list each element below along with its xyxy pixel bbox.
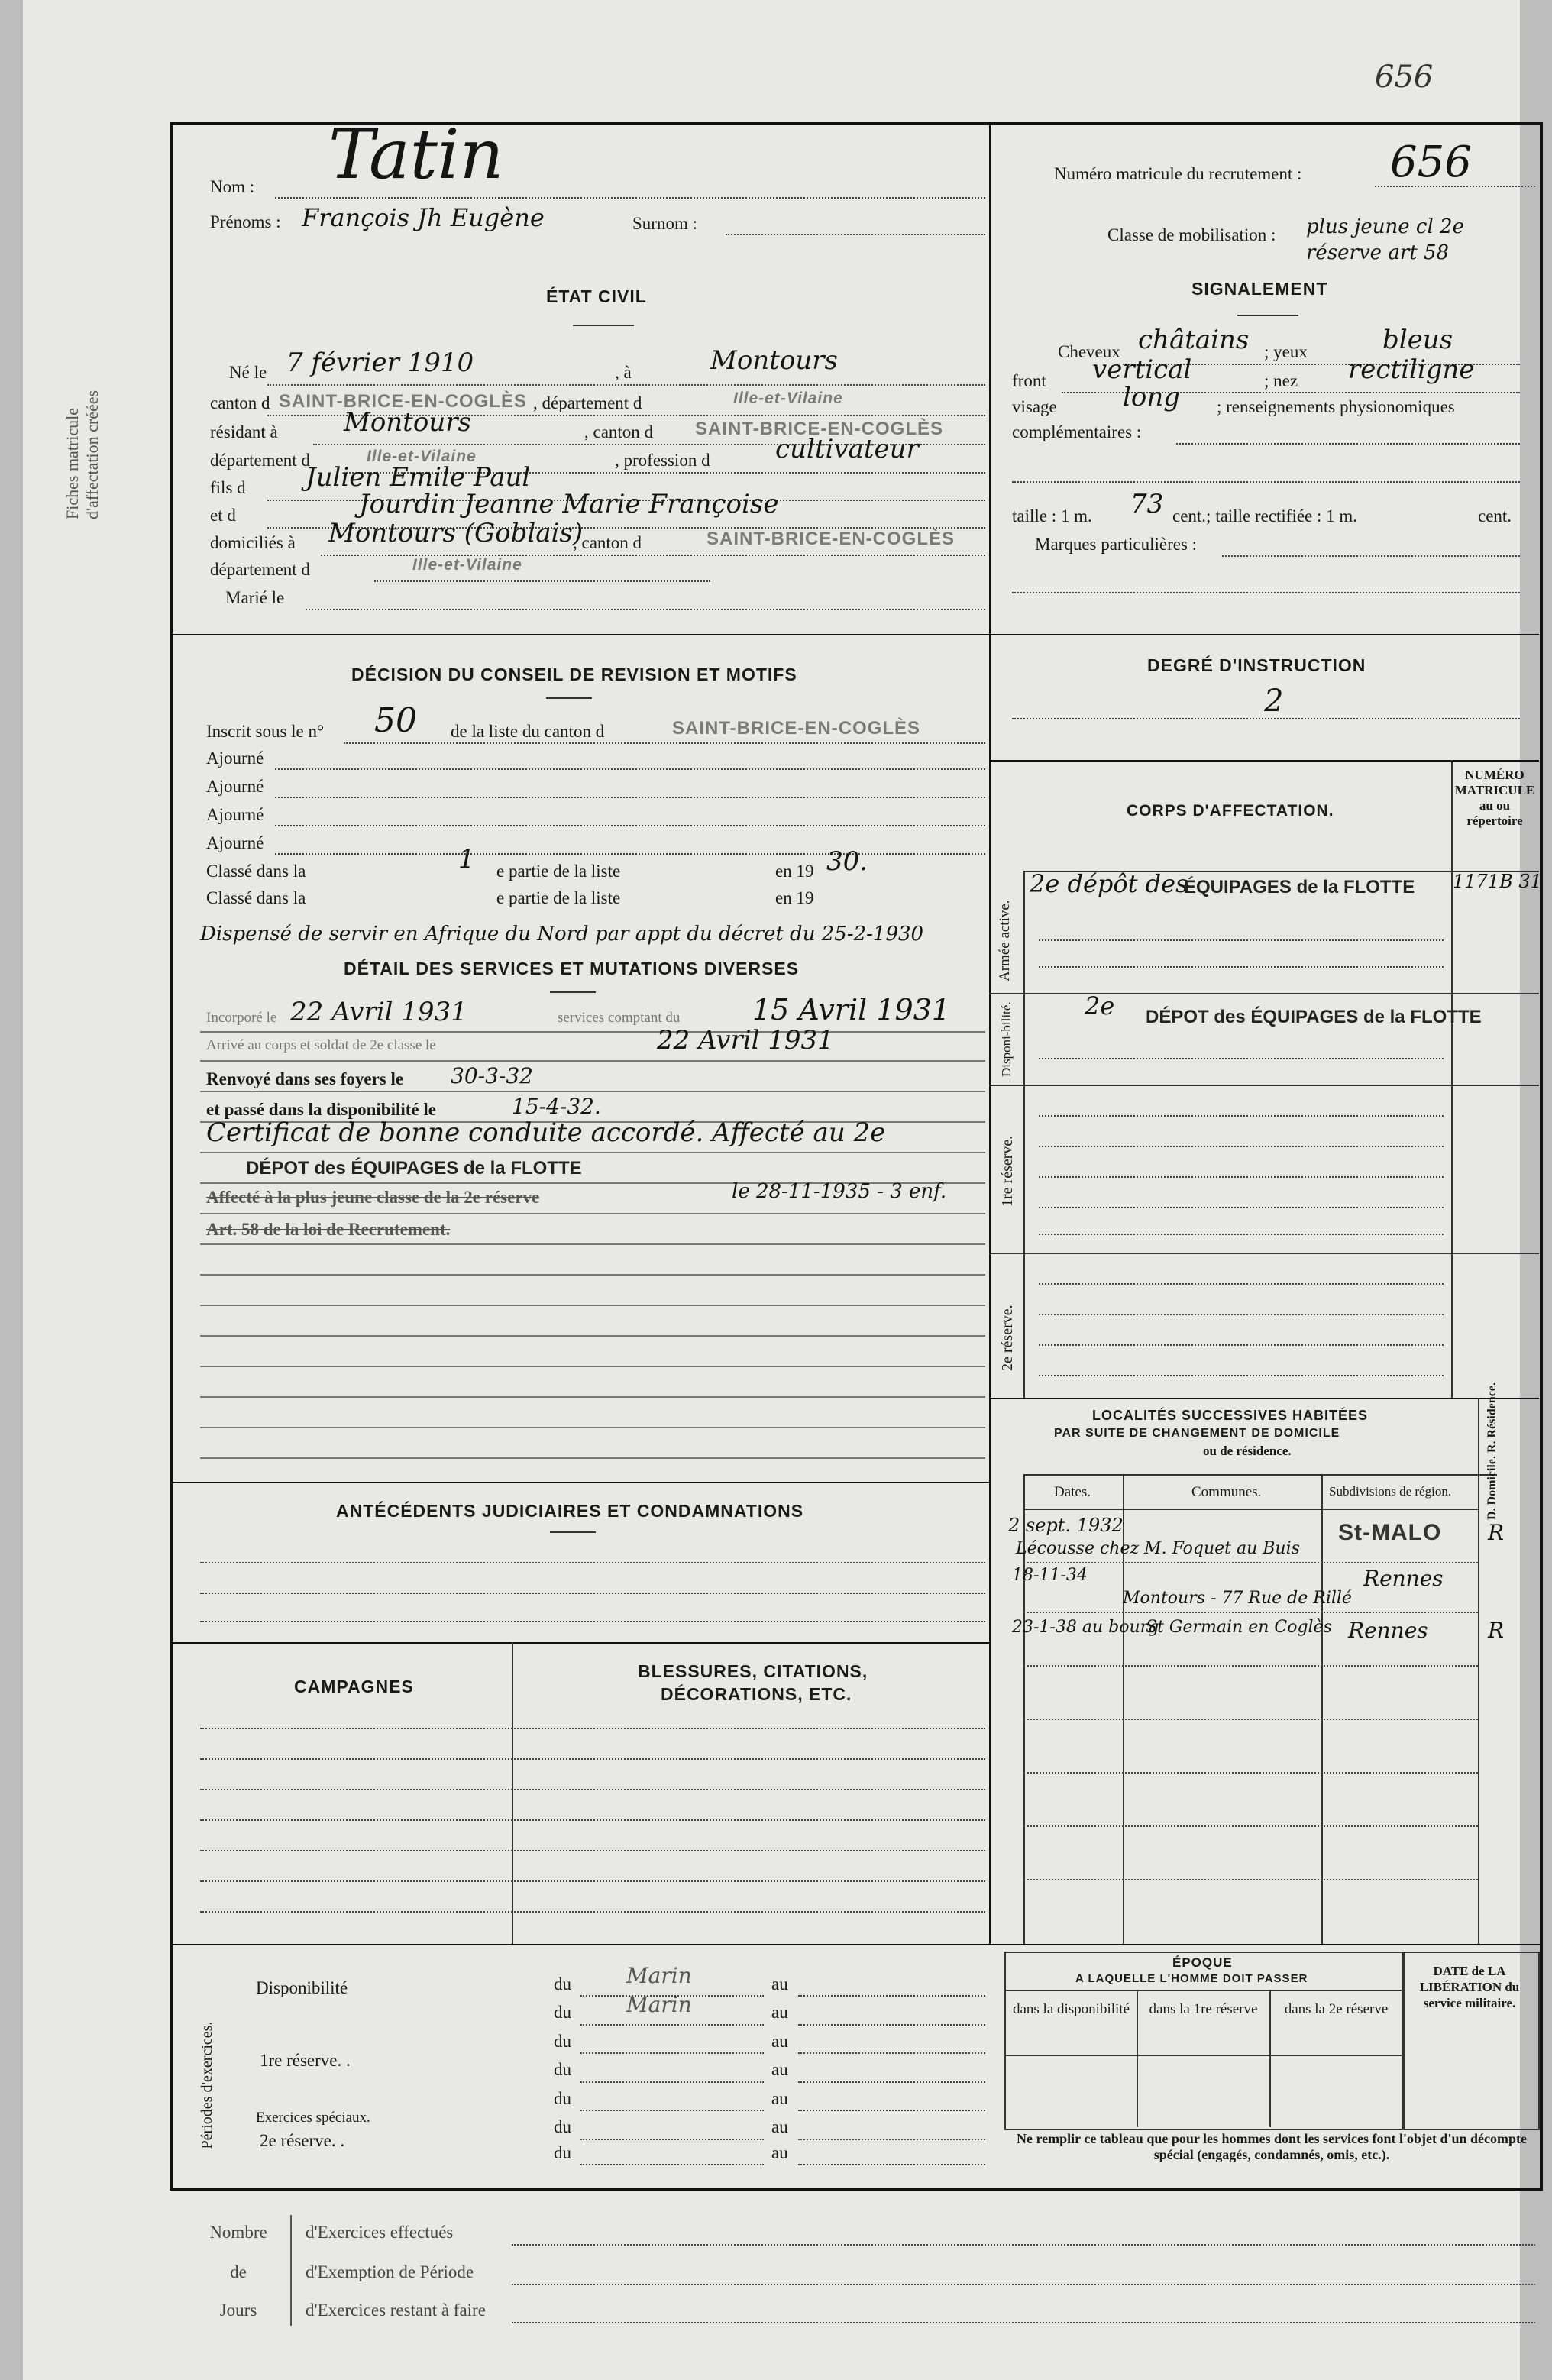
resident-value: Montours bbox=[344, 407, 471, 438]
services-value: 15 Avril 1931 bbox=[752, 993, 951, 1027]
epoque-header-line bbox=[1004, 1990, 1402, 1991]
domicilies-label: domiciliés à bbox=[210, 533, 296, 552]
campagnes-line-5 bbox=[200, 1850, 985, 1851]
periode-line-2a bbox=[580, 2024, 764, 2026]
margin-note-line-2: d'affectation créées bbox=[82, 390, 102, 519]
periodes-disponibilite: Disponibilité bbox=[256, 1978, 348, 1997]
taille-label: taille : 1 m. bbox=[1012, 506, 1092, 525]
footer-left-2: de bbox=[230, 2262, 247, 2281]
liberation-title: DATE de LA LIBÉRATION du service militaire. bbox=[1419, 1964, 1520, 2010]
corps-title: CORPS D'AFFECTATION. bbox=[1127, 802, 1334, 820]
periode-line-6b bbox=[798, 2139, 985, 2140]
et-label: et d bbox=[210, 506, 236, 525]
periode-du-2: du bbox=[554, 2003, 571, 2022]
ajourne-line-2 bbox=[275, 797, 985, 798]
departement-value: Ille-et-Vilaine bbox=[733, 390, 843, 407]
profession-value: cultivateur bbox=[775, 434, 919, 464]
campagnes-line-3 bbox=[200, 1789, 985, 1790]
corps-dispo-line bbox=[989, 1085, 1539, 1086]
antecedents-title: ANTÉCÉDENTS JUDICIAIRES ET CONDAMNATIONS bbox=[336, 1501, 804, 1521]
canton2-stamp: SAINT-BRICE-EN-COGLÈS bbox=[695, 419, 944, 439]
classe-value: plus jeune cl 2e réserve art 58 bbox=[1306, 215, 1464, 264]
services-label: services comptant du bbox=[558, 1010, 681, 1026]
incorpore-value: 22 Avril 1931 bbox=[290, 997, 467, 1027]
periode-du-5: du bbox=[554, 2089, 571, 2108]
periode-line-3b bbox=[798, 2052, 985, 2054]
disponibilite-value: 2e bbox=[1085, 991, 1115, 1020]
inscrit-line bbox=[344, 742, 985, 744]
footer-left-3: Jours bbox=[219, 2301, 257, 2320]
signalement-blank-line bbox=[1012, 481, 1520, 483]
surnom-line bbox=[726, 234, 985, 235]
arrive-value: 22 Avril 1931 bbox=[657, 1025, 834, 1056]
nom-value: Tatin bbox=[328, 115, 504, 195]
instruction-value: 2 bbox=[1264, 684, 1284, 719]
services-line-12 bbox=[200, 1366, 985, 1367]
epoque-note: Ne remplir ce tableau que pour les hommes dont les services font l'objet d'un décompte spécial (engagés, condamnés, omis, etc.). bbox=[1017, 2131, 1527, 2162]
r1-line-1 bbox=[1039, 1115, 1444, 1117]
localites-header-communes: Communes. bbox=[1191, 1484, 1262, 1500]
footer-line-3 bbox=[512, 2322, 1535, 2323]
complementaires-label: complémentaires : bbox=[1012, 422, 1142, 441]
departement2-label: département d bbox=[210, 451, 310, 470]
partie2-label: e partie de la liste bbox=[496, 888, 621, 907]
nez-label: ; nez bbox=[1264, 371, 1298, 390]
margin-note bbox=[63, 390, 102, 519]
epoque-title-1: ÉPOQUE bbox=[1172, 1955, 1233, 1970]
services-line-14 bbox=[200, 1427, 985, 1428]
periode-line-1b bbox=[798, 1995, 985, 1997]
periode-au-1: au bbox=[771, 1974, 788, 1994]
loc-row-3-subdivision: Rennes bbox=[1348, 1618, 1428, 1643]
services-line-9 bbox=[200, 1274, 985, 1276]
periode-line-2b bbox=[798, 2024, 985, 2026]
armee-active-value: 2e dépôt des bbox=[1030, 869, 1188, 898]
fils-value: Julien Emile Paul bbox=[306, 462, 531, 493]
loc-line-2 bbox=[1023, 1612, 1478, 1613]
passe-label: et passé dans la disponibilité le bbox=[206, 1100, 436, 1119]
marques-label: Marques particulières : bbox=[1035, 535, 1198, 554]
reserve2-label: 2e réserve. bbox=[999, 1305, 1016, 1371]
ajourne-1: Ajourné bbox=[206, 749, 264, 768]
periodes-side-label: Périodes d'exercices. bbox=[199, 2021, 215, 2149]
nez-value: rectiligne bbox=[1348, 354, 1475, 385]
r2-line-1 bbox=[1039, 1283, 1444, 1285]
loc-row-3-date: 23-1-38 au bourg bbox=[1012, 1618, 1159, 1637]
loc-row-1-dr: R bbox=[1488, 1520, 1505, 1545]
depot-stamp: DÉPOT des ÉQUIPAGES de la FLOTTE bbox=[246, 1158, 582, 1179]
fils-label: fils d bbox=[210, 478, 246, 497]
periode-au-2: au bbox=[771, 2003, 788, 2022]
marques-line bbox=[1222, 555, 1520, 557]
services-underline bbox=[550, 991, 596, 993]
marques-line-2 bbox=[1012, 592, 1520, 593]
center-divider bbox=[989, 122, 991, 1944]
ne-le-label: Né le bbox=[229, 363, 267, 382]
periode-du-4: du bbox=[554, 2060, 571, 2079]
etat-civil-underline bbox=[573, 325, 634, 326]
disponibilite-label: Disponi-bilité. bbox=[999, 1001, 1014, 1077]
art58-label: Art. 58 de la loi de Recrutement. bbox=[206, 1220, 451, 1239]
antecedents-line-1 bbox=[200, 1562, 985, 1563]
visage-value: long bbox=[1123, 382, 1181, 412]
periode-au-5: au bbox=[771, 2089, 788, 2108]
services-line-2 bbox=[200, 1060, 985, 1062]
epoque-sep-2 bbox=[1269, 1990, 1271, 2127]
corps-left-col bbox=[1023, 871, 1025, 1398]
footer-row-1: d'Exercices effectués bbox=[306, 2223, 454, 2242]
marie-label: Marié le bbox=[225, 588, 285, 607]
matricule-line bbox=[1375, 186, 1535, 187]
canton-stamp: SAINT-BRICE-EN-COGLÈS bbox=[279, 391, 528, 412]
localites-header-dr: D. Domicile. R. Résidence. bbox=[1486, 1382, 1499, 1520]
inscrit-label: Inscrit sous le n° bbox=[206, 722, 325, 741]
footer-line-1 bbox=[512, 2244, 1535, 2246]
active-line-2 bbox=[1039, 966, 1444, 968]
services-line-1 bbox=[200, 1031, 985, 1033]
campagnes-divider bbox=[512, 1642, 513, 1944]
epoque-col-1: dans la disponibilité bbox=[1012, 2001, 1130, 2017]
margin-note-line-1: Fiches matricule bbox=[63, 407, 82, 519]
services-line-15 bbox=[200, 1457, 985, 1459]
classe1-label: Classé dans la bbox=[206, 862, 306, 881]
localites-header-dates: Dates. bbox=[1054, 1484, 1091, 1500]
visage-label: visage bbox=[1012, 397, 1057, 416]
loc-line-4 bbox=[1023, 1719, 1478, 1720]
signalement-underline bbox=[1237, 315, 1298, 316]
r1-line-3 bbox=[1039, 1176, 1444, 1178]
complementaires-line bbox=[1176, 443, 1520, 445]
campagnes-line-7 bbox=[200, 1911, 985, 1913]
cent-label: cent.; taille rectifiée : 1 m. bbox=[1172, 506, 1358, 525]
periode-du-7: du bbox=[554, 2143, 571, 2162]
nom-line bbox=[275, 197, 985, 199]
periodes-reserve1: 1re réserve. . bbox=[260, 2051, 351, 2070]
services-line-13 bbox=[200, 1396, 985, 1398]
localites-sep-2 bbox=[1321, 1474, 1323, 1944]
campagnes-title: CAMPAGNES bbox=[294, 1677, 414, 1696]
surnom-label: Surnom : bbox=[632, 214, 697, 233]
arrive-label: Arrivé au corps et soldat de 2e classe le bbox=[206, 1037, 436, 1053]
domicilies-value: Montours (Goblais) bbox=[328, 518, 584, 548]
marie-line bbox=[306, 609, 985, 610]
reserve1-label: 1re réserve. bbox=[999, 1135, 1016, 1207]
en1-value: 30. bbox=[826, 846, 868, 877]
periode-au-3: au bbox=[771, 2032, 788, 2051]
periode-line-5a bbox=[580, 2110, 764, 2111]
periode-au-7: au bbox=[771, 2143, 788, 2162]
r2-line-3 bbox=[1039, 1344, 1444, 1346]
register-page bbox=[23, 0, 1542, 2380]
canton3-stamp: SAINT-BRICE-EN-COGLÈS bbox=[706, 529, 955, 549]
prenoms-label: Prénoms : bbox=[210, 212, 281, 231]
cheveux-label: Cheveux bbox=[1058, 342, 1120, 361]
periode-line-4b bbox=[798, 2081, 985, 2083]
incorpore-label: Incorporé le bbox=[206, 1010, 277, 1026]
divider-antecedents bbox=[170, 1482, 989, 1483]
localites-top bbox=[1023, 1474, 1497, 1476]
departement3-line bbox=[374, 580, 710, 582]
r1-line-2 bbox=[1039, 1146, 1444, 1147]
loc-row-3-dr: R bbox=[1488, 1618, 1505, 1643]
armee-active-label: Armée active. bbox=[997, 900, 1013, 981]
periode-line-7b bbox=[798, 2164, 985, 2165]
loc-row-2-date: 18-11-34 bbox=[1012, 1566, 1088, 1585]
ne-le-line bbox=[267, 384, 985, 386]
campagnes-line-2 bbox=[200, 1758, 985, 1760]
renvoye-label: Renvoyé dans ses foyers le bbox=[206, 1069, 404, 1088]
armee-active-stamp: ÉQUIPAGES de la FLOTTE bbox=[1184, 877, 1415, 897]
loc-line-6 bbox=[1023, 1825, 1478, 1827]
services-line-3 bbox=[200, 1091, 985, 1092]
periode-line-5b bbox=[798, 2110, 985, 2111]
loc-row-2-subdivision: Rennes bbox=[1363, 1566, 1444, 1591]
partie1-label: e partie de la liste bbox=[496, 862, 621, 881]
campagnes-line-4 bbox=[200, 1819, 985, 1821]
liste-label: de la liste du canton d bbox=[451, 722, 605, 741]
antecedents-underline bbox=[550, 1531, 596, 1533]
footer-line-2 bbox=[512, 2284, 1535, 2285]
epoque-col-2: dans la 1re réserve bbox=[1149, 2001, 1258, 2017]
front-label: front bbox=[1012, 371, 1046, 390]
r1-line-5 bbox=[1039, 1234, 1444, 1235]
periode-du-3: du bbox=[554, 2032, 571, 2051]
disponibilite-stamp: DÉPOT des ÉQUIPAGES de la FLOTTE bbox=[1146, 1007, 1482, 1027]
periodes-reserve2: 2e réserve. . bbox=[260, 2131, 345, 2150]
epoque-title-2: A LAQUELLE L'HOMME DOIT PASSER bbox=[1075, 1972, 1308, 1985]
yeux-value: bleus bbox=[1382, 325, 1453, 355]
services-line-8 bbox=[200, 1243, 985, 1245]
corps-reserve1-line bbox=[989, 1253, 1539, 1254]
localites-sep-3 bbox=[1478, 1398, 1479, 1944]
ajourne-line-3 bbox=[275, 825, 985, 826]
loc-line-1 bbox=[1023, 1562, 1478, 1563]
certificat-note: Certificat de bonne conduite accordé. Affecté au 2e bbox=[206, 1117, 886, 1148]
localites-header-subdivisions: Subdivisions de région. bbox=[1329, 1484, 1452, 1499]
ajourne-2: Ajourné bbox=[206, 777, 264, 796]
en2-label: en 19 bbox=[775, 888, 814, 907]
periode-line-3a bbox=[580, 2052, 764, 2054]
blessures-title-2: DÉCORATIONS, ETC. bbox=[661, 1684, 852, 1704]
footer-row-3: d'Exercices restant à faire bbox=[306, 2301, 486, 2320]
services-line-7 bbox=[200, 1213, 985, 1214]
departement-label: , département d bbox=[533, 393, 642, 412]
localites-title-2: PAR SUITE DE CHANGEMENT DE DOMICILE bbox=[1054, 1427, 1340, 1440]
armee-active-num: 1171B 31 bbox=[1453, 871, 1542, 892]
classe1-value: 1 bbox=[458, 844, 475, 875]
departement3-value: Ille-et-Vilaine bbox=[412, 556, 522, 574]
loc-line-7 bbox=[1023, 1879, 1478, 1880]
matricule-label: Numéro matricule du recrutement : bbox=[1054, 164, 1302, 183]
classe2-label: Classé dans la bbox=[206, 888, 306, 907]
footer-brace bbox=[290, 2215, 292, 2326]
periode-entry-2: Marin bbox=[626, 1992, 692, 2017]
divider-signalement bbox=[989, 634, 1539, 635]
prenoms-value: François Jh Eugène bbox=[302, 203, 545, 232]
loc-line-3 bbox=[1023, 1665, 1478, 1667]
dispense-note: Dispensé de servir en Afrique du Nord par appt du décret du 25-2-1930 bbox=[200, 923, 924, 946]
instruction-line bbox=[1012, 718, 1520, 719]
periode-entry-1: Marin bbox=[626, 1963, 692, 1988]
periode-du-6: du bbox=[554, 2117, 571, 2136]
departement3-label: département d bbox=[210, 560, 310, 579]
periode-line-1a bbox=[580, 1995, 764, 1997]
loc-row-2-commune: Montours - 77 Rue de Rillé bbox=[1123, 1589, 1352, 1608]
instruction-title: DEGRÉ D'INSTRUCTION bbox=[1147, 655, 1366, 675]
localites-title-1: LOCALITÉS SUCCESSIVES HABITÉES bbox=[1092, 1408, 1369, 1423]
periode-du-1: du bbox=[554, 1974, 571, 1994]
canton2-label: , canton d bbox=[584, 422, 654, 441]
epoque-col-3: dans la 2e réserve bbox=[1284, 2001, 1389, 2017]
divider-instruction bbox=[989, 760, 1539, 762]
ajourne-line-4 bbox=[275, 853, 985, 855]
affecte-label: Affecté à la plus jeune classe de la 2e réserve bbox=[206, 1188, 540, 1207]
r1-line-4 bbox=[1039, 1207, 1444, 1208]
corps-right-col bbox=[1451, 760, 1453, 1398]
page-number: 656 bbox=[1375, 60, 1434, 95]
antecedents-line-3 bbox=[200, 1621, 985, 1622]
canton3-label: , canton d bbox=[573, 533, 642, 552]
services-line-5 bbox=[200, 1152, 985, 1153]
taille-value: 73 bbox=[1130, 489, 1164, 519]
ajourne-4: Ajourné bbox=[206, 833, 264, 852]
canton-label: canton d bbox=[210, 393, 270, 412]
loc-line-5 bbox=[1023, 1772, 1478, 1774]
ajourne-3: Ajourné bbox=[206, 805, 264, 824]
periode-line-7a bbox=[580, 2164, 764, 2165]
periodes-speciaux: Exercices spéciaux. bbox=[256, 2110, 370, 2126]
numero-header: NUMÉRO MATRICULE au ou répertoire bbox=[1454, 768, 1535, 828]
classe-label: Classe de mobilisation : bbox=[1107, 225, 1276, 244]
departement2-value: Ille-et-Vilaine bbox=[367, 448, 477, 465]
periode-au-4: au bbox=[771, 2060, 788, 2079]
periode-line-6a bbox=[580, 2139, 764, 2140]
blessures-title-1: BLESSURES, CITATIONS, bbox=[638, 1661, 868, 1681]
r2-line-4 bbox=[1039, 1375, 1444, 1376]
localites-title-3: ou de résidence. bbox=[1203, 1444, 1292, 1458]
divider-etat-civil bbox=[170, 634, 989, 635]
r2-line-2 bbox=[1039, 1314, 1444, 1315]
periode-au-6: au bbox=[771, 2117, 788, 2136]
conseil-title: DÉCISION DU CONSEIL DE REVISION ET MOTIFS bbox=[351, 665, 797, 684]
active-line-1 bbox=[1039, 939, 1444, 941]
periode-line-4a bbox=[580, 2081, 764, 2083]
dispo-line-1 bbox=[1039, 1058, 1444, 1059]
epoque-body-line bbox=[1004, 2055, 1402, 2056]
campagnes-line-1 bbox=[200, 1728, 985, 1729]
cheveux-value: châtains bbox=[1138, 325, 1250, 355]
conseil-underline bbox=[546, 697, 592, 699]
etat-civil-title: ÉTAT CIVIL bbox=[546, 286, 647, 306]
footer-row-2: d'Exemption de Période bbox=[306, 2262, 474, 2281]
affecte-value: le 28-11-1935 - 3 enf. bbox=[732, 1180, 947, 1203]
epoque-sep-1 bbox=[1137, 1990, 1138, 2127]
loc-row-1-subdivision: St-MALO bbox=[1338, 1520, 1442, 1545]
services-title: DÉTAIL DES SERVICES ET MUTATIONS DIVERSES bbox=[344, 959, 800, 978]
ajourne-line-1 bbox=[275, 768, 985, 770]
loc-row-1-commune: Lécousse chez M. Foquet au Buis bbox=[1016, 1539, 1300, 1558]
services-line-10 bbox=[200, 1305, 985, 1306]
a-value: Montours bbox=[710, 345, 838, 376]
corps-active-line bbox=[989, 993, 1539, 994]
resident-label: résidant à bbox=[210, 422, 278, 441]
front-value: vertical bbox=[1092, 354, 1192, 385]
passe-value: 15-4-32. bbox=[512, 1094, 601, 1119]
inscrit-value: 50 bbox=[374, 701, 417, 740]
en1-label: en 19 bbox=[775, 862, 814, 881]
divider-periodes bbox=[170, 1944, 1540, 1945]
loc-row-3-commune: St Germain en Coglès bbox=[1146, 1618, 1332, 1637]
services-line-11 bbox=[200, 1335, 985, 1337]
et-value: Jourdin Jeanne Marie Françoise bbox=[359, 489, 779, 519]
divider-campagnes bbox=[170, 1642, 989, 1644]
divider-localites bbox=[989, 1398, 1539, 1399]
renvoye-value: 30-3-32 bbox=[451, 1063, 533, 1088]
yeux-label: ; yeux bbox=[1264, 342, 1308, 361]
cent2-label: cent. bbox=[1478, 506, 1512, 525]
matricule-value: 656 bbox=[1390, 137, 1472, 187]
a-label: , à bbox=[615, 363, 632, 382]
nom-label: Nom : bbox=[210, 177, 255, 196]
loc-row-1-date: 2 sept. 1932 bbox=[1008, 1515, 1124, 1536]
liste-stamp: SAINT-BRICE-EN-COGLÈS bbox=[672, 718, 921, 739]
campagnes-line-6 bbox=[200, 1880, 985, 1882]
antecedents-line-2 bbox=[200, 1593, 985, 1594]
renseignements-label: ; renseignements physionomiques bbox=[1217, 397, 1455, 416]
profession-label: , profession d bbox=[615, 451, 710, 470]
footer-left-1: Nombre bbox=[209, 2223, 267, 2242]
ne-le-value: 7 février 1910 bbox=[286, 348, 474, 378]
signalement-title: SIGNALEMENT bbox=[1191, 279, 1328, 299]
localites-header-line bbox=[1023, 1509, 1478, 1510]
